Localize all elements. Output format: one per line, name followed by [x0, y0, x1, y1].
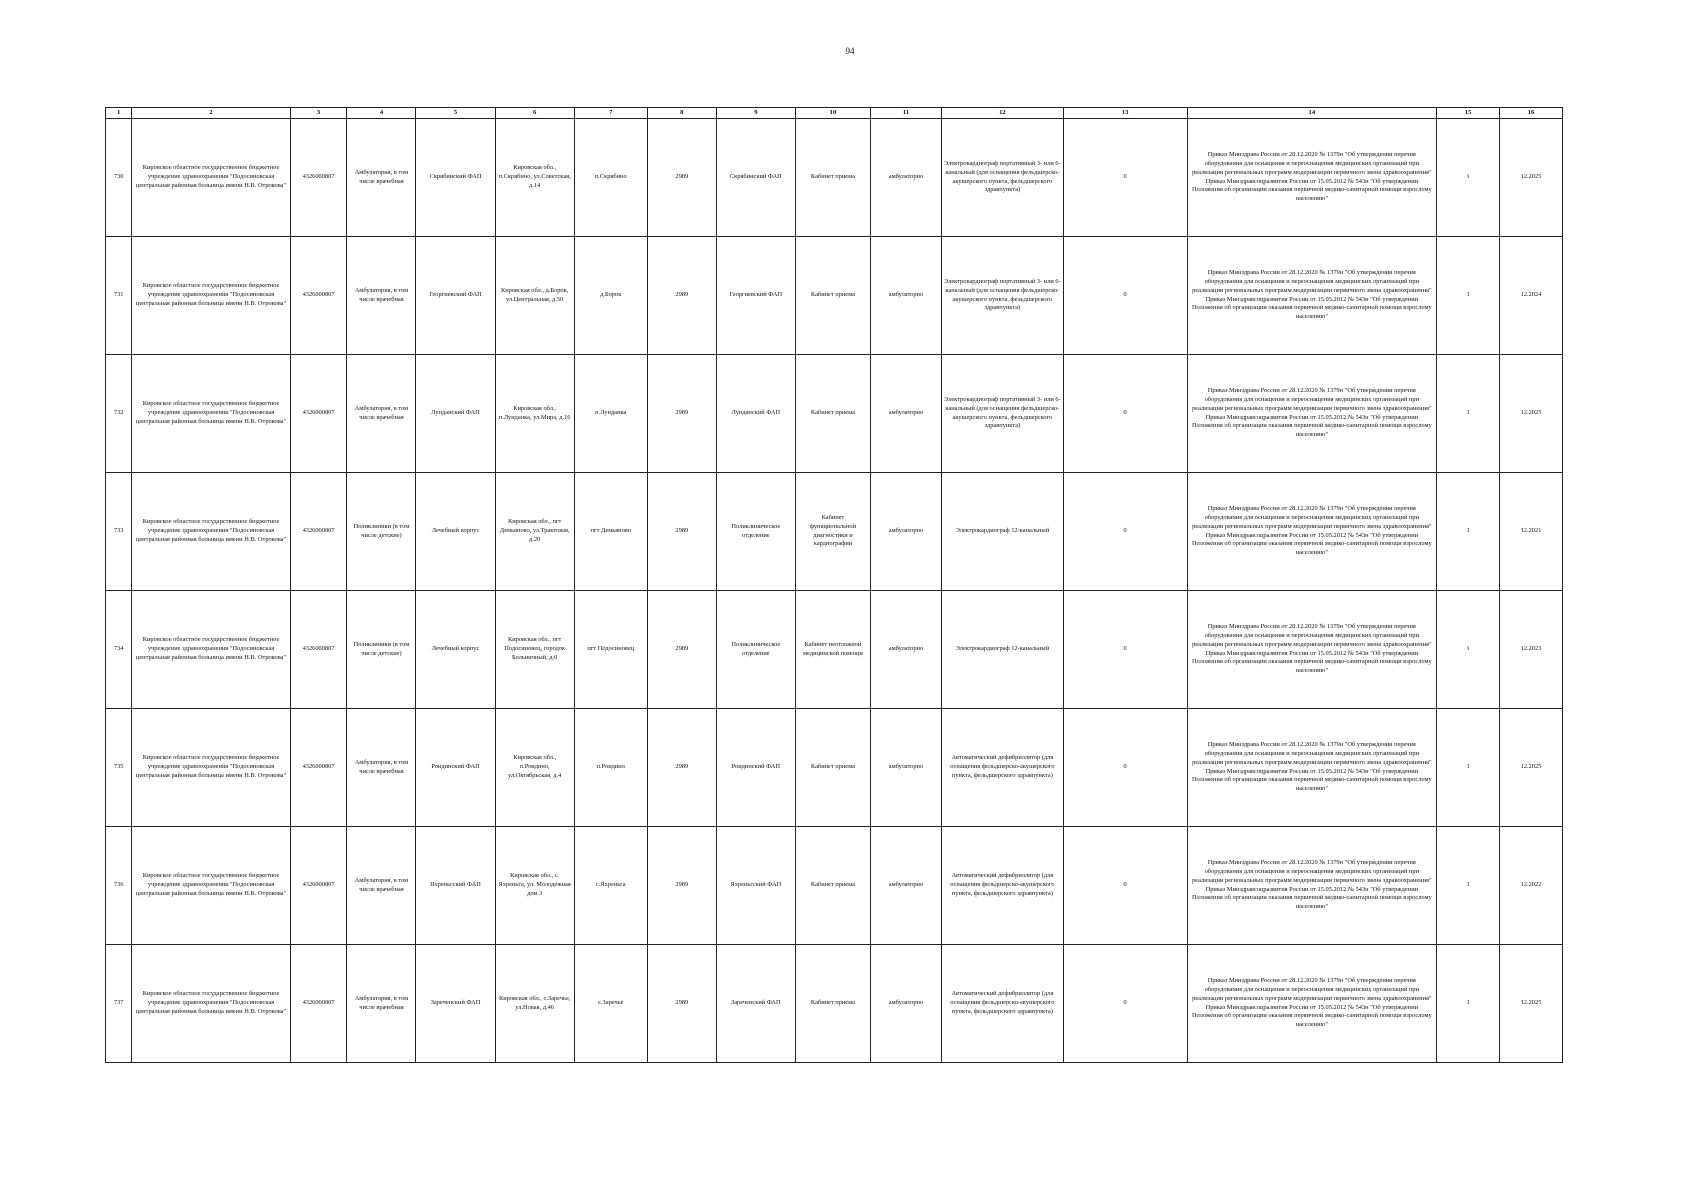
col-header: 10 — [795, 108, 870, 119]
code-cell: 2989 — [647, 945, 716, 1063]
row-number: 736 — [106, 827, 132, 945]
row-number: 734 — [106, 591, 132, 709]
legal-basis-cell: Приказ Минздрава России от 28.12.2020 № 1379н "Об утверждении перечня оборудования для оснащения и переоснащения медицинских организаций при реализации региональных программ модернизации первичного звена здравоохранения" Приказ Минздравсоцразвития России от 15.05.2012 № 543н "Об утверждении Положения об организации оказания первичной медико-санитарной помощи взрослому населению" — [1187, 709, 1437, 827]
address-cell: Кировская обл., д.Борок, ул.Центральная, д.50 — [495, 237, 574, 355]
code-cell: 2989 — [647, 355, 716, 473]
care-mode-cell: амбулаторно — [870, 591, 941, 709]
col-header: 7 — [574, 108, 647, 119]
legal-basis-cell: Приказ Минздрава России от 28.12.2020 № 1379н "Об утверждении перечня оборудования для оснащения и переоснащения медицинских организаций при реализации региональных программ модернизации первичного звена здравоохранения" Приказ Минздравсоцразвития России от 15.05.2012 № 543н "Об утверждении Положения об организации оказания первичной медико-санитарной помощи взрослому населению" — [1187, 591, 1437, 709]
col-header: 1 — [106, 108, 132, 119]
available-count-cell: 0 — [1063, 119, 1187, 237]
address-cell: Кировская обл., пгт Подосиновец, городок Больничный, д.0 — [495, 591, 574, 709]
facility-type-cell: Амбулатория, в том числе врачебная — [347, 237, 416, 355]
quantity-cell: 1 — [1437, 473, 1500, 591]
care-mode-cell: амбулаторно — [870, 473, 941, 591]
code-cell: 2989 — [647, 709, 716, 827]
code-cell: 2989 — [647, 119, 716, 237]
equipment-cell: Автоматический дефибриллятор (для оснащения фельдшерско-акушерского пункта, фельдшерского здравпункта) — [942, 827, 1064, 945]
available-count-cell: 0 — [1063, 827, 1187, 945]
department-cell: Яхреньгский ФАП — [716, 827, 795, 945]
inn-cell: 4326000807 — [290, 709, 347, 827]
table-row — [106, 591, 1563, 709]
department-cell: Скрябинский ФАП — [716, 119, 795, 237]
col-header: 15 — [1437, 108, 1500, 119]
col-header: 13 — [1063, 108, 1187, 119]
inn-cell: 4326000807 — [290, 355, 347, 473]
unit-cell: Георгиевский ФАП — [416, 237, 495, 355]
legal-basis-cell: Приказ Минздрава России от 28.12.2020 № 1379н "Об утверждении перечня оборудования для оснащения и переоснащения медицинских организаций при реализации региональных программ модернизации первичного звена здравоохранения" Приказ Минздравсоцразвития России от 15.05.2012 № 543н "Об утверждении Положения об организации оказания первичной медико-санитарной помощи взрослому населению" — [1187, 237, 1437, 355]
row-number: 730 — [106, 119, 132, 237]
department-cell: Поликлиническое отделение — [716, 591, 795, 709]
table-row — [106, 709, 1563, 827]
col-header: 8 — [647, 108, 716, 119]
care-mode-cell: амбулаторно — [870, 355, 941, 473]
quantity-cell: 1 — [1437, 827, 1500, 945]
date-cell: 12.2021 — [1500, 473, 1563, 591]
department-cell: Роидинский ФАП — [716, 709, 795, 827]
available-count-cell: 0 — [1063, 709, 1187, 827]
organization-cell: Кировское областное государственное бюджетное учреждение здравоохранения "Подосиновская центральная районная больница имени Н.В. Отрокова" — [132, 827, 290, 945]
quantity-cell: 1 — [1437, 591, 1500, 709]
code-cell: 2989 — [647, 473, 716, 591]
col-header: 4 — [347, 108, 416, 119]
facility-type-cell: Амбулатория, в том числе врачебная — [347, 945, 416, 1063]
equipment-cell: Электрокардиограф портативный 3- или 6-канальный (для оснащения фельдшерско-акушерского пункта, фельдшерского здравпункта) — [942, 119, 1064, 237]
organization-cell: Кировское областное государственное бюджетное учреждение здравоохранения "Подосиновская центральная районная больница имени Н.В. Отрокова" — [132, 355, 290, 473]
inn-cell: 4326000807 — [290, 473, 347, 591]
department-cell: Георгиевский ФАП — [716, 237, 795, 355]
legal-basis-cell: Приказ Минздрава России от 28.12.2020 № 1379н "Об утверждении перечня оборудования для оснащения и переоснащения медицинских организаций при реализации региональных программ модернизации первичного звена здравоохранения" Приказ Минздравсоцразвития России от 15.05.2012 № 543н "Об утверждении Положения об организации оказания первичной медико-санитарной помощи взрослому населению" — [1187, 355, 1437, 473]
inn-cell: 4326000807 — [290, 945, 347, 1063]
locality-cell: п.Роидино — [574, 709, 647, 827]
row-number: 733 — [106, 473, 132, 591]
care-mode-cell: амбулаторно — [870, 237, 941, 355]
legal-basis-cell: Приказ Минздрава России от 28.12.2020 № 1379н "Об утверждении перечня оборудования для оснащения и переоснащения медицинских организаций при реализации региональных программ модернизации первичного звена здравоохранения" Приказ Минздравсоцразвития России от 15.05.2012 № 543н "Об утверждении Положения об организации оказания первичной медико-санитарной помощи взрослому населению" — [1187, 473, 1437, 591]
organization-cell: Кировское областное государственное бюджетное учреждение здравоохранения "Подосиновская центральная районная больница имени Н.В. Отрокова" — [132, 709, 290, 827]
facility-type-cell: Амбулатория, в том числе врачебная — [347, 355, 416, 473]
organization-cell: Кировское областное государственное бюджетное учреждение здравоохранения "Подосиновская центральная районная больница имени Н.В. Отрокова" — [132, 237, 290, 355]
equipment-cell: Автоматический дефибриллятор (для оснащения фельдшерско-акушерского пункта, фельдшерского здравпункта) — [942, 945, 1064, 1063]
header-row — [106, 108, 1563, 119]
address-cell: Кировская обл., с.Заречье, ул.Новая, д.46 — [495, 945, 574, 1063]
locality-cell: пгт Демьяново — [574, 473, 647, 591]
page-number: 94 — [845, 46, 855, 56]
locality-cell: п.Скрябино — [574, 119, 647, 237]
available-count-cell: 0 — [1063, 945, 1187, 1063]
room-cell: Кабинет функциональной диагностики и кардиографии — [795, 473, 870, 591]
quantity-cell: 1 — [1437, 945, 1500, 1063]
locality-cell: д.Борок — [574, 237, 647, 355]
col-header: 11 — [870, 108, 941, 119]
equipment-cell: Электрокардиограф портативный 3- или 6-канальный (для оснащения фельдшерско-акушерского пункта, фельдшерского здравпункта) — [942, 237, 1064, 355]
room-cell: Кабинет неотложной медицинской помощи — [795, 591, 870, 709]
available-count-cell: 0 — [1063, 355, 1187, 473]
organization-cell: Кировское областное государственное бюджетное учреждение здравоохранения "Подосиновская центральная районная больница имени Н.В. Отрокова" — [132, 945, 290, 1063]
room-cell: Кабинет приема — [795, 709, 870, 827]
row-number: 735 — [106, 709, 132, 827]
col-header: 2 — [132, 108, 290, 119]
room-cell: Кабинет приема — [795, 355, 870, 473]
date-cell: 12.2022 — [1500, 827, 1563, 945]
row-number: 731 — [106, 237, 132, 355]
facility-type-cell: Поликлиники (в том числе детские) — [347, 473, 416, 591]
equipment-cell: Автоматический дефибриллятор (для оснащения фельдшерско-акушерского пункта, фельдшерского здравпункта) — [942, 709, 1064, 827]
col-header: 3 — [290, 108, 347, 119]
unit-cell: Роидинский ФАП — [416, 709, 495, 827]
equipment-cell: Электрокардиограф портативный 3- или 6-канальный (для оснащения фельдшерско-акушерского пункта, фельдшерского здравпункта) — [942, 355, 1064, 473]
address-cell: Кировская обл., пгт Демьяново, ул.Трактовая, д.20 — [495, 473, 574, 591]
code-cell: 2989 — [647, 827, 716, 945]
inn-cell: 4326000807 — [290, 591, 347, 709]
available-count-cell: 0 — [1063, 591, 1187, 709]
address-cell: Кировская обл., п.Скрябино, ул.Советская, д.14 — [495, 119, 574, 237]
legal-basis-cell: Приказ Минздрава России от 28.12.2020 № 1379н "Об утверждении перечня оборудования для оснащения и переоснащения медицинских организаций при реализации региональных программ модернизации первичного звена здравоохранения" Приказ Минздравсоцразвития России от 15.05.2012 № 543н "Об утверждении Положения об организации оказания первичной медико-санитарной помощи взрослому населению" — [1187, 119, 1437, 237]
locality-cell: с.Яхреньга — [574, 827, 647, 945]
locality-cell: п.Лунданка — [574, 355, 647, 473]
quantity-cell: 1 — [1437, 709, 1500, 827]
organization-cell: Кировское областное государственное бюджетное учреждение здравоохранения "Подосиновская центральная районная больница имени Н.В. Отрокова" — [132, 119, 290, 237]
address-cell: Кировская обл., п.Лунданка, ул.Мира, д.16 — [495, 355, 574, 473]
department-cell: Поликлиническое отделение — [716, 473, 795, 591]
table-row — [106, 945, 1563, 1063]
col-header: 6 — [495, 108, 574, 119]
care-mode-cell: амбулаторно — [870, 709, 941, 827]
equipment-cell: Электрокардиограф 12-канальный — [942, 473, 1064, 591]
available-count-cell: 0 — [1063, 473, 1187, 591]
department-cell: Лунданский ФАП — [716, 355, 795, 473]
col-header: 5 — [416, 108, 495, 119]
date-cell: 12.2025 — [1500, 945, 1563, 1063]
equipment-table — [105, 107, 1563, 1063]
facility-type-cell: Амбулатория, в том числе врачебная — [347, 709, 416, 827]
care-mode-cell: амбулаторно — [870, 119, 941, 237]
facility-type-cell: Амбулатория, в том числе врачебная — [347, 119, 416, 237]
date-cell: 12.2025 — [1500, 119, 1563, 237]
address-cell: Кировская обл., с. Яхреньга, ул. Молодежная дом 3 — [495, 827, 574, 945]
available-count-cell: 0 — [1063, 237, 1187, 355]
equipment-cell: Электрокардиограф 12-канальный — [942, 591, 1064, 709]
facility-type-cell: Поликлиники (в том числе детские) — [347, 591, 416, 709]
department-cell: Зареченский ФАП — [716, 945, 795, 1063]
room-cell: Кабинет приема — [795, 945, 870, 1063]
address-cell: Кировская обл., п.Роидино, ул.Октябрьская, д.4 — [495, 709, 574, 827]
unit-cell: Лунданский ФАП — [416, 355, 495, 473]
room-cell: Кабинет приема — [795, 827, 870, 945]
quantity-cell: 1 — [1437, 119, 1500, 237]
unit-cell: Яхреньгский ФАП — [416, 827, 495, 945]
col-header: 16 — [1500, 108, 1563, 119]
organization-cell: Кировское областное государственное бюджетное учреждение здравоохранения "Подосиновская центральная районная больница имени Н.В. Отрокова" — [132, 473, 290, 591]
date-cell: 12.2025 — [1500, 355, 1563, 473]
table-row — [106, 473, 1563, 591]
inn-cell: 4326000807 — [290, 827, 347, 945]
row-number: 732 — [106, 355, 132, 473]
col-header: 14 — [1187, 108, 1437, 119]
quantity-cell: 1 — [1437, 355, 1500, 473]
table-row — [106, 119, 1563, 237]
date-cell: 12.2023 — [1500, 591, 1563, 709]
unit-cell: Лечебный корпус — [416, 473, 495, 591]
unit-cell: Лечебный корпус — [416, 591, 495, 709]
facility-type-cell: Амбулатория, в том числе врачебная — [347, 827, 416, 945]
col-header: 9 — [716, 108, 795, 119]
room-cell: Кабинет приема — [795, 237, 870, 355]
unit-cell: Зареченский ФАП — [416, 945, 495, 1063]
table-row — [106, 237, 1563, 355]
legal-basis-cell: Приказ Минздрава России от 28.12.2020 № 1379н "Об утверждении перечня оборудования для оснащения и переоснащения медицинских организаций при реализации региональных программ модернизации первичного звена здравоохранения" Приказ Минздравсоцразвития России от 15.05.2012 № 543н "Об утверждении Положения об организации оказания первичной медико-санитарной помощи взрослому населению" — [1187, 827, 1437, 945]
legal-basis-cell: Приказ Минздрава России от 28.12.2020 № 1379н "Об утверждении перечня оборудования для оснащения и переоснащения медицинских организаций при реализации региональных программ модернизации первичного звена здравоохранения" Приказ Минздравсоцразвития России от 15.05.2012 № 543н "Об утверждении Положения об организации оказания первичной медико-санитарной помощи взрослому населению" — [1187, 945, 1437, 1063]
date-cell: 12.2024 — [1500, 237, 1563, 355]
quantity-cell: 1 — [1437, 237, 1500, 355]
room-cell: Кабинет приема — [795, 119, 870, 237]
code-cell: 2989 — [647, 591, 716, 709]
code-cell: 2989 — [647, 237, 716, 355]
locality-cell: с.Заречье — [574, 945, 647, 1063]
table-row — [106, 355, 1563, 473]
table-row — [106, 827, 1563, 945]
organization-cell: Кировское областное государственное бюджетное учреждение здравоохранения "Подосиновская центральная районная больница имени Н.В. Отрокова" — [132, 591, 290, 709]
col-header: 12 — [942, 108, 1064, 119]
inn-cell: 4326000807 — [290, 119, 347, 237]
inn-cell: 4326000807 — [290, 237, 347, 355]
care-mode-cell: амбулаторно — [870, 827, 941, 945]
care-mode-cell: амбулаторно — [870, 945, 941, 1063]
date-cell: 12.2025 — [1500, 709, 1563, 827]
locality-cell: пгт Подосиновец — [574, 591, 647, 709]
unit-cell: Скрябинский ФАП — [416, 119, 495, 237]
row-number: 737 — [106, 945, 132, 1063]
